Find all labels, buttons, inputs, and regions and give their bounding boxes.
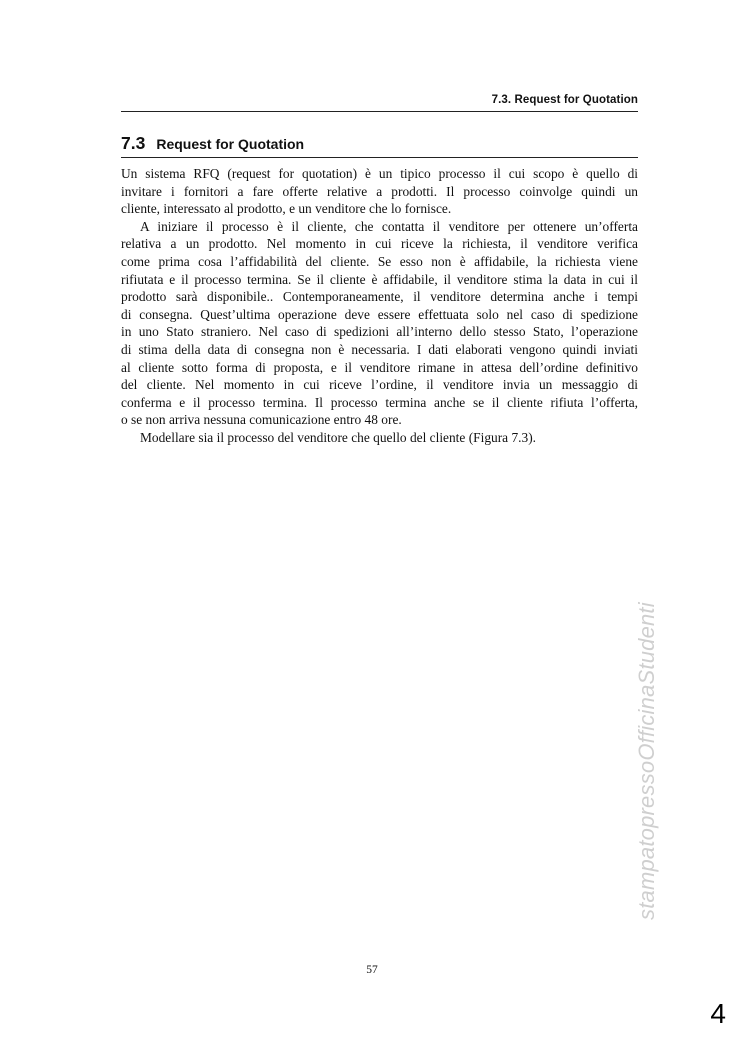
text-line: A iniziare il processo è il cliente, che contatta il venditore per ottenere un’offerta [140, 218, 638, 234]
text-line: di stima della data di consegna non è necessaria. I dati elaborati vengono quindi inviati [121, 341, 638, 357]
sheet-number: 4 [710, 998, 726, 1029]
text-line: Un sistema RFQ (request for quotation) è un tipico processo il cui scopo è quello di [121, 166, 638, 181]
text-line: cliente, interessato al prodotto, e un venditore che lo fornisce. [121, 201, 452, 217]
text-line: di consegna. Quest’ultima operazione deve essere effettuata solo nel caso di spedizione [121, 306, 638, 322]
section-rule [121, 157, 638, 158]
section-heading [121, 133, 638, 154]
text-line: o se non arriva nessuna comunicazione entro 48 ore. [121, 412, 402, 428]
text-line: prodotto sarà disponibile.. Contemporaneamente, il venditore determina anche i tempi [121, 289, 638, 305]
header-rule [121, 111, 638, 112]
body-text [121, 165, 638, 447]
paragraph-2 [121, 218, 638, 429]
running-header: 7.3. Request for Quotation [491, 94, 638, 106]
text-line: conferma e il processo termina. Il processo termina anche se il cliente rifiuta l’offerta, [121, 394, 638, 410]
text-line: del cliente. Nel momento in cui riceve l’ordine, il venditore invia un messaggio di [121, 377, 638, 393]
text-line: in uno Stato straniero. Nel caso di spedizioni all’interno dello stesso Stato, l’operazione [121, 324, 638, 340]
paragraph-1 [121, 165, 638, 218]
watermark: stampatopressoOfficinaStudenti [634, 602, 659, 920]
text-line: invitare i fornitori a fare offerte relative a prodotti. Il processo coinvolge quindi un [121, 183, 638, 199]
page-number: 57 [366, 964, 378, 976]
text-line: come prima cosa l’affidabilità del cliente. Se esso non è affidabile, la richiesta viene [121, 253, 638, 269]
text-line: rifiutata e il processo termina. Se il cliente è affidabile, il venditore stima la data in cui il [121, 271, 638, 287]
section-title: Request for Quotation [156, 136, 305, 152]
text-line: relativa a un prodotto. Nel momento in cui riceve la richiesta, il venditore verifica [121, 236, 638, 252]
paragraph-3 [121, 429, 638, 447]
text-line: al cliente sotto forma di proposta, e il venditore rimane in attesa dell’ordine definitivo [121, 359, 638, 375]
section-number: 7.3 [121, 133, 146, 153]
text-line: Modellare sia il processo del venditore che quello del cliente (Figura 7.3). [140, 429, 537, 445]
